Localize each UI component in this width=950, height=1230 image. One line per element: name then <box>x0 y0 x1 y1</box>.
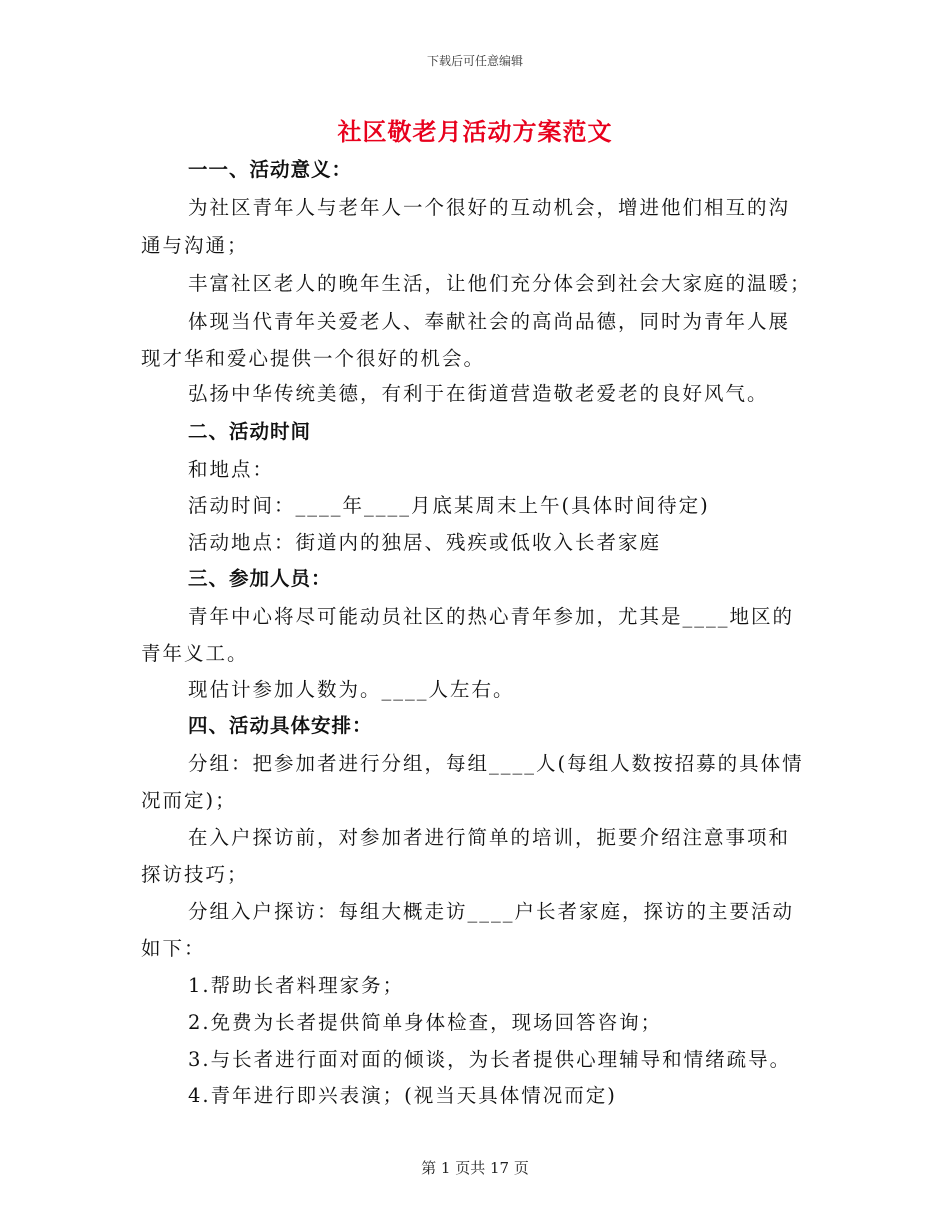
paragraph-line: 活动地点：街道内的独居、残疾或低收入长者家庭 <box>188 531 662 554</box>
section-heading: 三、参加人员： <box>188 567 332 590</box>
paragraph-line: 弘扬中华传统美德，有利于在街道营造敬老爱老的良好风气。 <box>188 382 769 405</box>
paragraph-line: 青年义工。 <box>141 642 249 665</box>
list-item: 4.青年进行即兴表演；(视当天具体情况而定) <box>188 1084 617 1107</box>
paragraph-line: 和地点： <box>188 458 275 481</box>
paragraph-line: 现估计参加人数为。____人左右。 <box>188 678 515 701</box>
paragraph-line: 如下： <box>141 937 206 960</box>
paragraph-line: 现才华和爱心提供一个很好的机会。 <box>141 347 486 370</box>
paragraph-line: 通与沟通； <box>141 234 249 257</box>
section-heading: 二、活动时间 <box>188 420 312 443</box>
page-footer: 第 1 页共 17 页 <box>421 1159 529 1177</box>
paragraph-line: 为社区青年人与老年人一个很好的互动机会，增进他们相互的沟 <box>188 196 791 219</box>
paragraph-line: 分组：把参加者进行分组，每组____人(每组人数按招募的具体情 <box>188 752 804 775</box>
paragraph-line: 体现当代青年关爱老人、奉献社会的高尚品德，同时为青年人展 <box>188 310 791 333</box>
paragraph-line: 探访技巧； <box>141 863 249 886</box>
list-item: 2.免费为长者提供简单身体检查，现场回答咨询； <box>188 1011 663 1034</box>
paragraph-line: 青年中心将尽可能动员社区的热心青年参加，尤其是____地区的 <box>188 605 795 628</box>
section-heading: 一一、活动意义： <box>188 158 353 181</box>
header-note: 下载后可任意编辑 <box>426 54 523 68</box>
list-item: 3.与长者进行面对面的倾谈，为长者提供心理辅导和情绪疏导。 <box>188 1048 792 1071</box>
document-title: 社区敬老月活动方案范文 <box>337 117 613 146</box>
list-item: 1.帮助长者料理家务； <box>188 974 405 997</box>
section-heading: 四、活动具体安排： <box>188 714 373 737</box>
paragraph-line: 况而定)； <box>141 789 237 812</box>
paragraph-line: 丰富社区老人的晚年生活，让他们充分体会到社会大家庭的温暖； <box>188 272 812 295</box>
paragraph-line: 活动时间：____年____月底某周末上午(具体时间待定) <box>188 494 710 517</box>
paragraph-line: 分组入户探访：每组大概走访____户长者家庭，探访的主要活动 <box>188 900 795 923</box>
paragraph-line: 在入户探访前，对参加者进行简单的培训，扼要介绍注意事项和 <box>188 826 791 849</box>
